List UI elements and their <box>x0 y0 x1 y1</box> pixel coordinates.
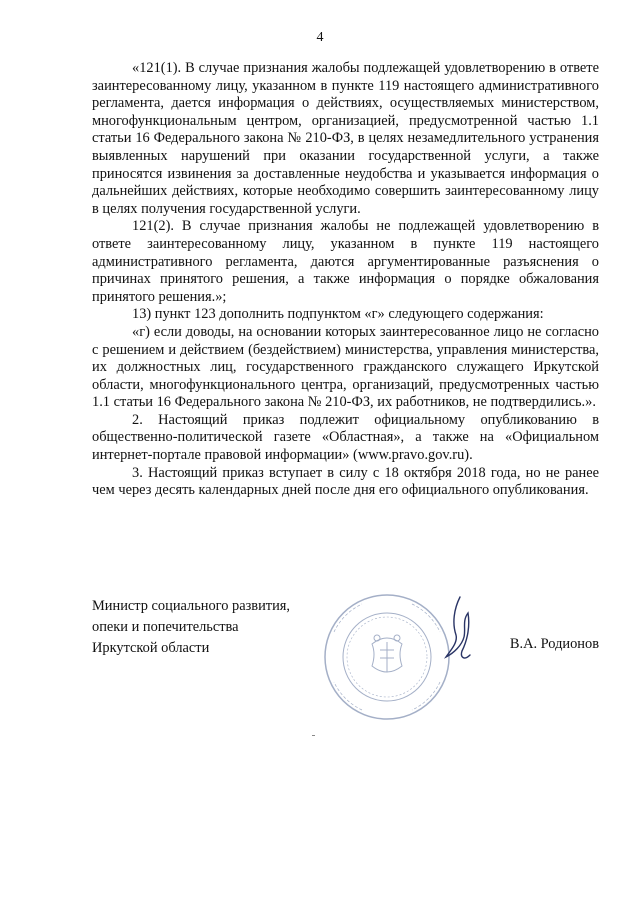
scan-artifact <box>312 735 315 736</box>
paragraph-subitem-g: «г) если доводы, на основании которых заинтересованное лицо не согласно с решением и действием (бездействием) министерства, управления министерства, их должностных лиц, государственного гражданского служащего Иркутской области, многофункционального центра, организаций, предусмотренных частью 1.1 статьи 16 Федерального закона № 210-ФЗ, их работников, не подтвердились.». <box>92 323 599 411</box>
signer-name: В.А. Родионов <box>509 636 599 652</box>
paragraph-2-publication: 2. Настоящий приказ подлежит официальному опубликованию в общественно-политической газете «Областная», а также на «Официальном интернет-портале правовой информации» (www.pravo.gov.ru). <box>92 411 599 464</box>
signer-title-line-1: Министр социального развития, <box>92 598 290 614</box>
paragraph-121-2: 121(2). В случае признания жалобы не подлежащей удовлетворению в ответе заинтересованному лицу, указанном в пункте 119 настоящего административного регламента, даются аргументированные разъяснения о причинах принятого решения, а также информация о порядке обжалования принятого решения.»; <box>92 218 599 305</box>
document-body <box>92 60 599 500</box>
paragraph-3-effective-date: 3. Настоящий приказ вступает в силу с 18 октября 2018 года, но не ранее чем через десять календарных дней после дня его официального опубликования. <box>92 464 599 499</box>
signer-title-line-2: опеки и попечительства <box>92 619 239 635</box>
paragraph-121-1: «121(1). В случае признания жалобы подлежащей удовлетворению в ответе заинтересованному лицу, указанном в пункте 119 настоящего административного регламента, дается информация о действиях, осуществляемых министерством, многофункциональным центром, организацией, предусмотренной частью 1.1 статьи 16 Федерального закона № 210-ФЗ, в целях незамедлительного устранения выявленных нарушений при оказании государственной услуги, а также приносятся извинения за доставленные неудобства и указывается информация о дальнейших действиях, которые необходимо совершить заинтересованному лицу в целях получения государственной услуги. <box>92 60 599 217</box>
page-number: 4 <box>316 30 324 45</box>
signer-title-line-3: Иркутской области <box>92 640 210 656</box>
paragraph-item-13: 13) пункт 123 дополнить подпунктом «г» следующего содержания: <box>132 306 544 323</box>
signer-title <box>92 596 290 659</box>
signature-block <box>92 596 599 716</box>
